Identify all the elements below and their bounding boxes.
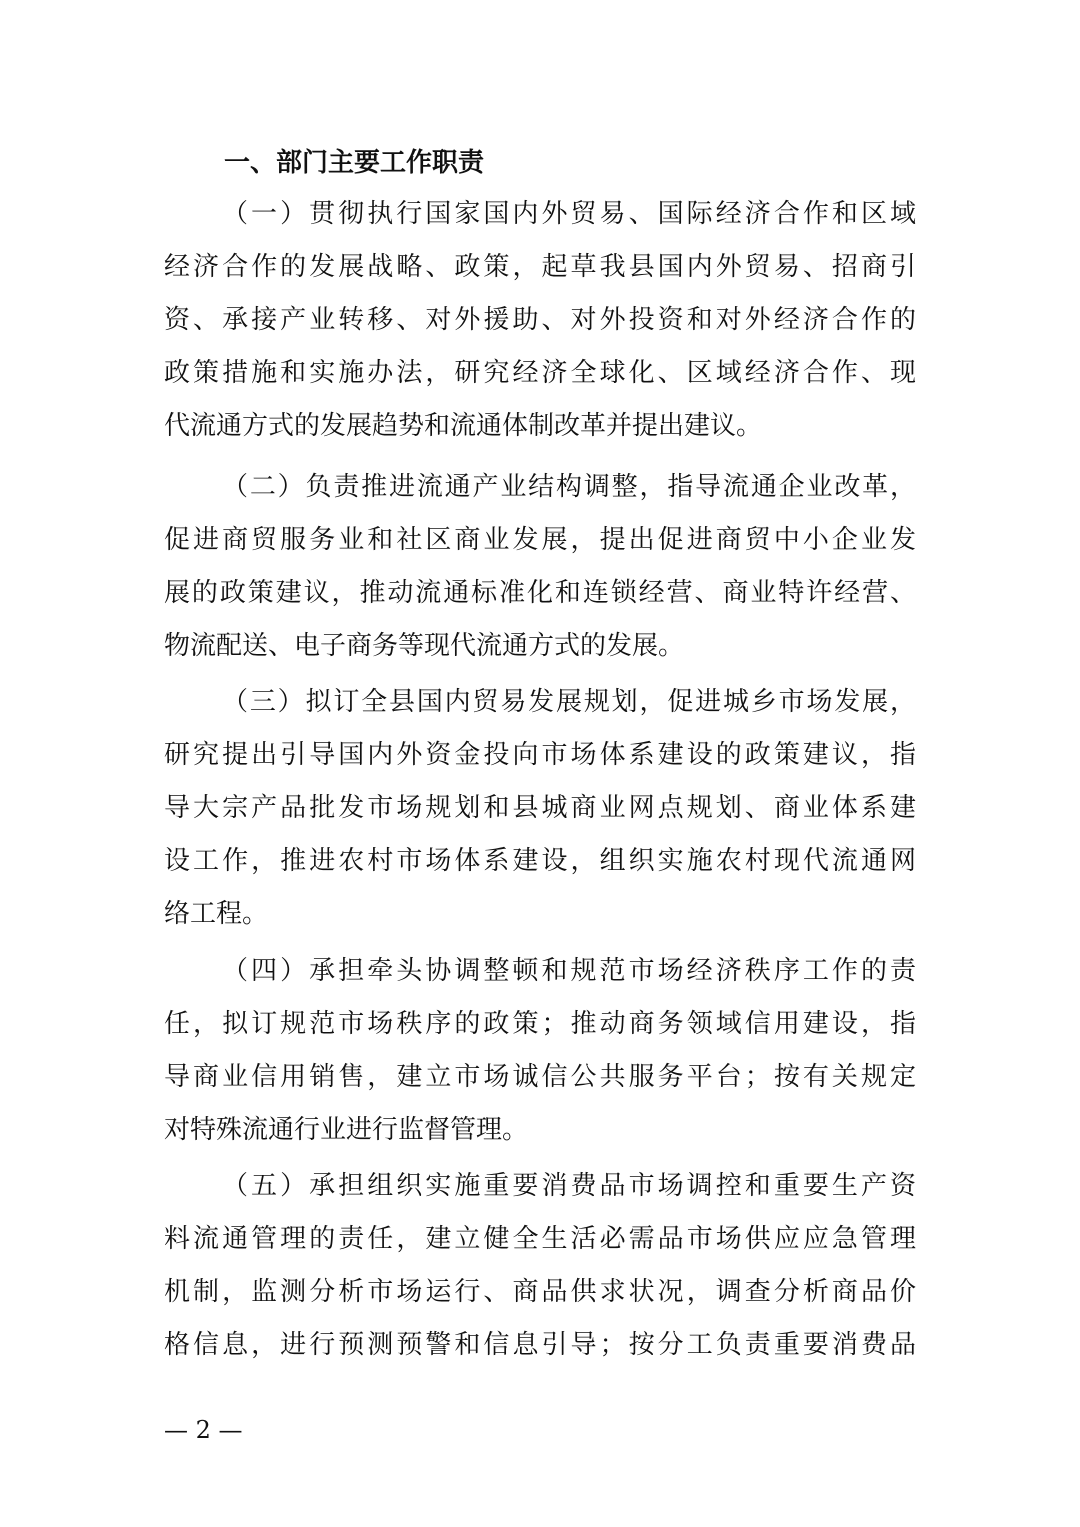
paragraph-line: 络工程。 — [164, 899, 269, 929]
page-number: — 2 — — [164, 1416, 243, 1444]
paragraph-line: 导大宗产品批发市场规划和县城商业网点规划、商业体系建 — [164, 793, 916, 823]
paragraph-line: 物流配送、电子商务等现代流通方式的发展。 — [164, 631, 685, 661]
paragraph-line: 经济合作的发展战略、政策，起草我县国内外贸易、招商引 — [164, 252, 916, 282]
paragraph-line: 政策措施和实施办法，研究经济全球化、区域经济合作、现 — [164, 358, 916, 388]
paragraph-1 — [164, 188, 916, 453]
paragraph-line: 任，拟订规范市场秩序的政策；推动商务领域信用建设，指 — [164, 1009, 916, 1039]
paragraph-4 — [164, 945, 916, 1157]
paragraph-line: （四）承担牵头协调整顿和规范市场经济秩序工作的责 — [222, 956, 916, 986]
paragraph-3 — [164, 676, 916, 941]
section-heading: 一、部门主要工作职责 — [224, 148, 485, 178]
paragraph-5 — [164, 1160, 916, 1372]
paragraph-line: （五）承担组织实施重要消费品市场调控和重要生产资 — [222, 1171, 916, 1201]
paragraph-line: （三）拟订全县国内贸易发展规划，促进城乡市场发展， — [222, 687, 916, 717]
paragraph-line: （二）负责推进流通产业结构调整，指导流通企业改革， — [222, 472, 916, 502]
paragraph-line: 展的政策建议，推动流通标准化和连锁经营、商业特许经营、 — [164, 578, 916, 608]
paragraph-line: 导商业信用销售，建立市场诚信公共服务平台；按有关规定 — [164, 1062, 916, 1092]
paragraph-line: 格信息，进行预测预警和信息引导；按分工负责重要消费品 — [164, 1330, 916, 1360]
paragraph-line: （一）贯彻执行国家国内外贸易、国际经济合作和区域 — [222, 199, 916, 229]
paragraph-line: 对特殊流通行业进行监督管理。 — [164, 1115, 529, 1145]
paragraph-line: 机制，监测分析市场运行、商品供求状况，调查分析商品价 — [164, 1277, 916, 1307]
paragraph-line: 促进商贸服务业和社区商业发展，提出促进商贸中小企业发 — [164, 525, 916, 555]
paragraph-line: 研究提出引导国内外资金投向市场体系建设的政策建议，指 — [164, 740, 916, 770]
paragraph-2 — [164, 461, 916, 673]
paragraph-line: 设工作，推进农村市场体系建设，组织实施农村现代流通网 — [164, 846, 916, 876]
paragraph-line: 代流通方式的发展趋势和流通体制改革并提出建议。 — [164, 411, 763, 441]
paragraph-line: 料流通管理的责任，建立健全生活必需品市场供应应急管理 — [164, 1224, 916, 1254]
paragraph-line: 资、承接产业转移、对外援助、对外投资和对外经济合作的 — [164, 305, 916, 335]
